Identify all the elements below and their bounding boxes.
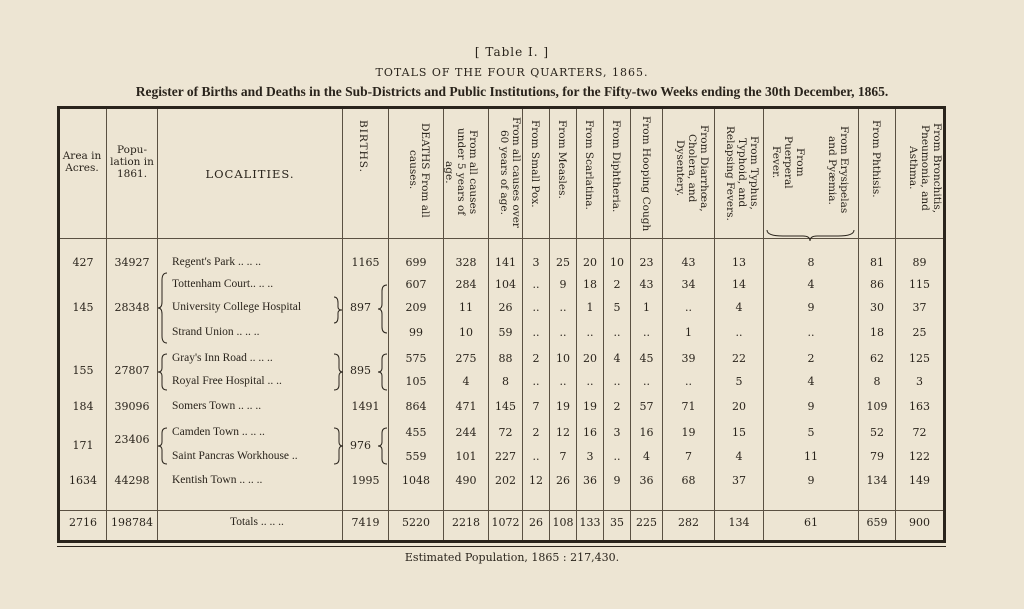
area-cell: 171 [72, 439, 94, 452]
table-row [0, 426, 1024, 442]
col-typhus-header: From Typhus, Typhoid, and Relapsing Fevers. [724, 125, 760, 221]
diarrhoea-cell: 282 [678, 516, 699, 529]
col-under5-header: From all causes under 5 years of age. [443, 128, 479, 216]
hooping-cough-cell: 45 [639, 352, 654, 365]
typhus-cell: 14 [732, 278, 746, 291]
col-erysipelas-header: From Erysipelas and Pyæmia. [826, 126, 850, 214]
col-deaths-all-header: DEATHS From all causes. [407, 122, 431, 218]
small-pox-cell: 3 [532, 256, 540, 269]
under5-cell: 11 [459, 301, 473, 314]
area-cell: 427 [72, 256, 94, 269]
under5-cell: 10 [459, 326, 473, 339]
bronchitis-cell: 115 [909, 278, 930, 291]
deaths-all-cell: 105 [405, 375, 427, 388]
births-cell: 895 [350, 364, 371, 377]
table-row [0, 400, 1024, 416]
phthisis-cell: 134 [866, 474, 888, 487]
hooping-cough-cell: 16 [639, 426, 654, 439]
phthisis-cell: 8 [873, 375, 881, 388]
table-row [0, 352, 1024, 368]
diarrhoea-cell: .. [685, 375, 692, 388]
small-pox-cell: 2 [532, 352, 540, 365]
measles-cell: .. [559, 375, 567, 388]
typhus-cell: 4 [735, 450, 743, 463]
table-row [0, 278, 1024, 294]
bronchitis-cell: 3 [916, 375, 923, 388]
locality-cell: Tottenham Court.. .. .. [172, 278, 274, 290]
population-cell: 27807 [114, 364, 150, 377]
col-area-header: Area in Acres. [62, 150, 102, 174]
typhus-cell: 22 [732, 352, 746, 365]
diphtheria-cell: 9 [613, 474, 621, 487]
small-pox-cell: .. [532, 450, 540, 463]
locality-cell: Camden Town .. .. .. [172, 426, 265, 438]
col-diarrhoea-header: From Diarrhœa, Cholera, and Dysentery. [674, 124, 710, 212]
puerperal-erysipelas-cell: 4 [807, 375, 815, 388]
diarrhoea-cell: 19 [681, 426, 696, 439]
diphtheria-cell: .. [613, 450, 621, 463]
under5-cell: 471 [455, 400, 477, 413]
table-row [0, 474, 1024, 490]
typhus-cell: 5 [735, 375, 743, 388]
table-row [0, 450, 1024, 466]
hooping-cough-cell: 43 [639, 278, 654, 291]
bronchitis-cell: 122 [909, 450, 930, 463]
header-brace [763, 228, 858, 242]
measles-cell: 7 [559, 450, 567, 463]
col-puerperal-header: From Puerperal Fever. [770, 135, 806, 189]
bronchitis-cell: 25 [912, 326, 927, 339]
col-births-header: BIRTHS. [357, 120, 369, 173]
under5-cell: 2218 [452, 516, 480, 529]
locality-cell: Gray's Inn Road .. .. .. [172, 352, 273, 364]
diphtheria-cell: 4 [613, 352, 621, 365]
measles-cell: 108 [552, 516, 574, 529]
births-cell: 1165 [351, 256, 380, 269]
scarlatina-cell: 18 [583, 278, 597, 291]
deaths-all-cell: 5220 [402, 516, 430, 529]
register-title: Register of Births and Deaths in the Sub-Districts and Public Institutions, for the Fifty-two Weeks ending the 30th December, 1865. [135, 84, 889, 99]
diphtheria-cell: 10 [610, 256, 624, 269]
phthisis-cell: 81 [870, 256, 884, 269]
diphtheria-cell: 5 [613, 301, 621, 314]
measles-cell: 19 [556, 400, 570, 413]
diarrhoea-cell: 68 [681, 474, 696, 487]
small-pox-cell: .. [532, 375, 540, 388]
hooping-cough-cell: 36 [639, 474, 654, 487]
deaths-all-cell: 455 [405, 426, 427, 439]
population-cell: 44298 [114, 474, 150, 487]
phthisis-cell: 18 [870, 326, 884, 339]
diarrhoea-cell: 71 [681, 400, 696, 413]
puerperal-erysipelas-cell: .. [807, 326, 815, 339]
totals-births-cell: 7419 [351, 516, 380, 529]
births-cell: 1995 [351, 474, 380, 487]
scarlatina-cell: .. [586, 375, 594, 388]
puerperal-erysipelas-cell: 5 [807, 426, 815, 439]
population-cell: 23406 [114, 433, 150, 446]
phthisis-cell: 79 [870, 450, 884, 463]
table-label: [ Table I. ] [474, 45, 550, 59]
population-cell: 39096 [114, 400, 150, 413]
col-hooping-cough-header: From Hooping Cough [640, 116, 652, 232]
small-pox-cell: 12 [529, 474, 543, 487]
estimated-population-footer: Estimated Population, 1865 : 217,430. [404, 551, 620, 564]
population-cell: 28348 [114, 301, 150, 314]
table-bottom-rule [57, 546, 946, 547]
deaths-all-cell: 575 [405, 352, 427, 365]
small-pox-cell: 2 [532, 426, 540, 439]
hooping-cough-cell: 57 [639, 400, 654, 413]
births-cell: 976 [350, 439, 371, 452]
col-localities-header: LOCALITIES. [205, 167, 295, 181]
under5-cell: 328 [455, 256, 477, 269]
puerperal-erysipelas-cell: 4 [807, 278, 815, 291]
puerperal-erysipelas-cell: 61 [804, 516, 818, 529]
totals-population-cell: 198784 [111, 516, 153, 529]
births-cell: 1491 [351, 400, 380, 413]
under5-cell: 101 [455, 450, 477, 463]
locality-cell: Strand Union .. .. .. [172, 326, 260, 338]
locality-cell: Somers Town .. .. .. [172, 400, 262, 412]
phthisis-cell: 109 [866, 400, 888, 413]
scarlatina-cell: 19 [583, 400, 597, 413]
deaths-all-cell: 864 [405, 400, 427, 413]
typhus-cell: 13 [732, 256, 746, 269]
measles-cell: 26 [556, 474, 570, 487]
area-cell: 184 [72, 400, 94, 413]
col-over60-header: From all causes over 60 years of age. [498, 116, 522, 228]
bronchitis-cell: 900 [909, 516, 930, 529]
diphtheria-cell: 2 [613, 278, 621, 291]
diarrhoea-cell: 43 [681, 256, 696, 269]
small-pox-cell: .. [532, 278, 540, 291]
diphtheria-cell: 3 [613, 426, 621, 439]
deaths-all-cell: 559 [405, 450, 427, 463]
diarrhoea-cell: 39 [681, 352, 696, 365]
col-bronchitis-header: From Bronchitis, Pneumonia, and Asthma. [907, 122, 943, 214]
diphtheria-cell: .. [613, 375, 621, 388]
bronchitis-cell: 163 [909, 400, 930, 413]
area-cell: 155 [72, 364, 94, 377]
small-pox-cell: 26 [529, 516, 543, 529]
over60-cell: 227 [495, 450, 516, 463]
measles-cell: 9 [559, 278, 567, 291]
locality-cell: University College Hospital [172, 301, 302, 313]
typhus-cell: .. [735, 326, 743, 339]
over60-cell: 8 [502, 375, 509, 388]
over60-cell: 145 [495, 400, 516, 413]
totals-area-cell: 2716 [69, 516, 97, 529]
over60-cell: 202 [495, 474, 516, 487]
typhus-cell: 134 [728, 516, 750, 529]
col-small-pox-header: From Small Pox. [529, 120, 541, 208]
locality-cell: Kentish Town .. .. .. [172, 474, 263, 486]
over60-cell: 141 [495, 256, 516, 269]
bronchitis-cell: 149 [909, 474, 930, 487]
scarlatina-cell: 20 [583, 256, 597, 269]
totals-rule [60, 510, 943, 511]
locality-cell: Regent's Park .. .. .. [172, 256, 261, 268]
table-row [0, 256, 1024, 272]
measles-cell: .. [559, 326, 567, 339]
scarlatina-cell: 20 [583, 352, 597, 365]
under5-cell: 275 [455, 352, 477, 365]
diarrhoea-cell: 34 [681, 278, 696, 291]
diarrhoea-cell: 1 [685, 326, 692, 339]
scarlatina-cell: 16 [583, 426, 597, 439]
diarrhoea-cell: .. [685, 301, 692, 314]
under5-cell: 4 [462, 375, 470, 388]
deaths-all-cell: 99 [409, 326, 423, 339]
bronchitis-cell: 37 [912, 301, 927, 314]
scarlatina-cell: 3 [586, 450, 594, 463]
locality-cell: Saint Pancras Workhouse .. [172, 450, 298, 462]
table-row [0, 301, 1024, 317]
hooping-cough-cell: 4 [643, 450, 650, 463]
table-row [0, 375, 1024, 391]
hooping-cough-cell: .. [643, 326, 650, 339]
puerperal-erysipelas-cell: 2 [807, 352, 815, 365]
col-diphtheria-header: From Diphtheria. [610, 120, 622, 213]
area-cell: 1634 [69, 474, 97, 487]
puerperal-erysipelas-cell: 8 [807, 256, 815, 269]
col-population-header: Popu- lation in 1861. [110, 144, 154, 180]
col-scarlatina-header: From Scarlatina. [583, 120, 595, 210]
under5-cell: 244 [455, 426, 477, 439]
bronchitis-cell: 89 [912, 256, 927, 269]
puerperal-erysipelas-cell: 9 [807, 301, 815, 314]
hooping-cough-cell: 225 [636, 516, 657, 529]
hooping-cough-cell: 1 [643, 301, 650, 314]
typhus-cell: 4 [735, 301, 743, 314]
deaths-all-cell: 699 [405, 256, 427, 269]
population-cell: 34927 [114, 256, 150, 269]
small-pox-cell: .. [532, 326, 540, 339]
small-pox-cell: 7 [532, 400, 540, 413]
over60-cell: 26 [498, 301, 513, 314]
phthisis-cell: 52 [870, 426, 884, 439]
locality-cell: Royal Free Hospital .. .. [172, 375, 282, 387]
measles-cell: 12 [556, 426, 570, 439]
under5-cell: 490 [455, 474, 477, 487]
col-measles-header: From Measles. [556, 120, 568, 199]
puerperal-erysipelas-cell: 9 [807, 400, 815, 413]
bronchitis-cell: 125 [909, 352, 930, 365]
typhus-cell: 20 [732, 400, 746, 413]
measles-cell: 25 [556, 256, 570, 269]
over60-cell: 104 [495, 278, 516, 291]
scarlatina-cell: 1 [586, 301, 594, 314]
phthisis-cell: 62 [870, 352, 884, 365]
totals-row [0, 516, 1024, 532]
deaths-all-cell: 209 [405, 301, 427, 314]
puerperal-erysipelas-cell: 9 [807, 474, 815, 487]
small-pox-cell: .. [532, 301, 540, 314]
diphtheria-cell: 2 [613, 400, 621, 413]
bronchitis-cell: 72 [912, 426, 927, 439]
phthisis-cell: 86 [870, 278, 884, 291]
diphtheria-cell: 35 [610, 516, 624, 529]
scarlatina-cell: 36 [583, 474, 597, 487]
area-cell: 145 [72, 301, 94, 314]
scarlatina-cell: 133 [579, 516, 601, 529]
hooping-cough-cell: .. [643, 375, 650, 388]
over60-cell: 1072 [491, 516, 520, 529]
scarlatina-cell: .. [586, 326, 594, 339]
diphtheria-cell: .. [613, 326, 621, 339]
totals-title: TOTALS OF THE FOUR QUARTERS, 1865. [375, 66, 649, 79]
totals-label: Totals .. .. .. [230, 516, 284, 528]
deaths-all-cell: 607 [405, 278, 427, 291]
puerperal-erysipelas-cell: 11 [804, 450, 818, 463]
deaths-all-cell: 1048 [402, 474, 430, 487]
over60-cell: 88 [498, 352, 513, 365]
births-cell: 897 [350, 301, 371, 314]
table-row [0, 326, 1024, 342]
typhus-cell: 37 [732, 474, 746, 487]
phthisis-cell: 659 [866, 516, 888, 529]
measles-cell: .. [559, 301, 567, 314]
over60-cell: 72 [498, 426, 513, 439]
diarrhoea-cell: 7 [685, 450, 692, 463]
under5-cell: 284 [455, 278, 477, 291]
hooping-cough-cell: 23 [639, 256, 654, 269]
measles-cell: 10 [556, 352, 570, 365]
typhus-cell: 15 [732, 426, 746, 439]
col-phthisis-header: From Phthisis. [870, 120, 882, 198]
phthisis-cell: 30 [870, 301, 884, 314]
over60-cell: 59 [498, 326, 513, 339]
